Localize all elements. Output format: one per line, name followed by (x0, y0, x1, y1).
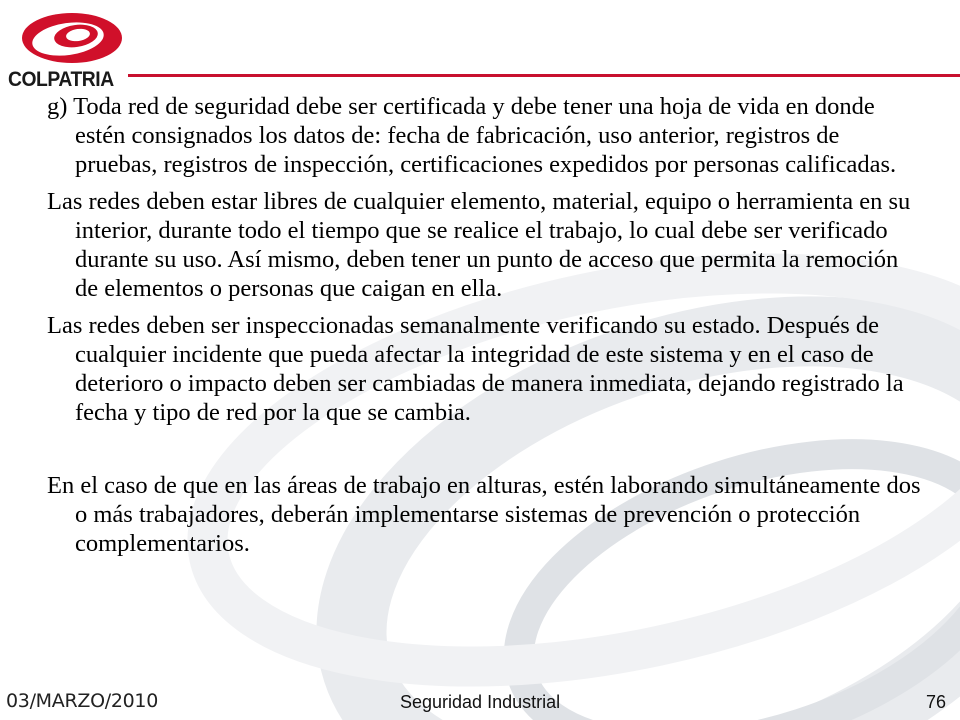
colpatria-swirl-icon (16, 6, 128, 68)
paragraph-g: g) Toda red de seguridad debe ser certificada y debe tener una hoja de vida en donde estén consignados los datos de: fecha de fabricación, uso anterior, registros de pruebas, registros de inspección, certificaciones expedidos por personas calificadas. (47, 93, 897, 178)
paragraph-alturas: En el caso de que en las áreas de trabajo en alturas, estén laborando simultáneamente dos o más trabajadores, deberán implementarse sistemas de prevención o protección complementarios. (47, 472, 921, 557)
colpatria-logo (8, 6, 132, 90)
paragraph-redes-libres: Las redes deben estar libres de cualquier elemento, material, equipo o herramienta en su interior, durante todo el tiempo que se realice el trabajo, lo cual debe ser verificado durante su uso. Así mismo, deben tener un punto de acceso que permita la remoción de elementos o personas que caigan en ella. (47, 188, 911, 302)
logo-wordmark: COLPATRIA (8, 68, 114, 91)
footer-title: Seguridad Industrial (400, 692, 561, 712)
header-rule (128, 74, 960, 77)
paragraph-inspeccion: Las redes deben ser inspeccionadas semanalmente verificando su estado. Después de cualquier incidente que pueda afectar la integridad de este sistema y en el caso de deterioro o impacto deben ser cambiadas de manera inmediata, dejando registrado la fecha y tipo de red por la que se cambia. (47, 312, 904, 426)
footer (0, 688, 960, 720)
page-number: 76 (925, 692, 946, 712)
slide-body (47, 92, 927, 566)
footer-date: 03/MARZO/2010 (6, 690, 158, 712)
